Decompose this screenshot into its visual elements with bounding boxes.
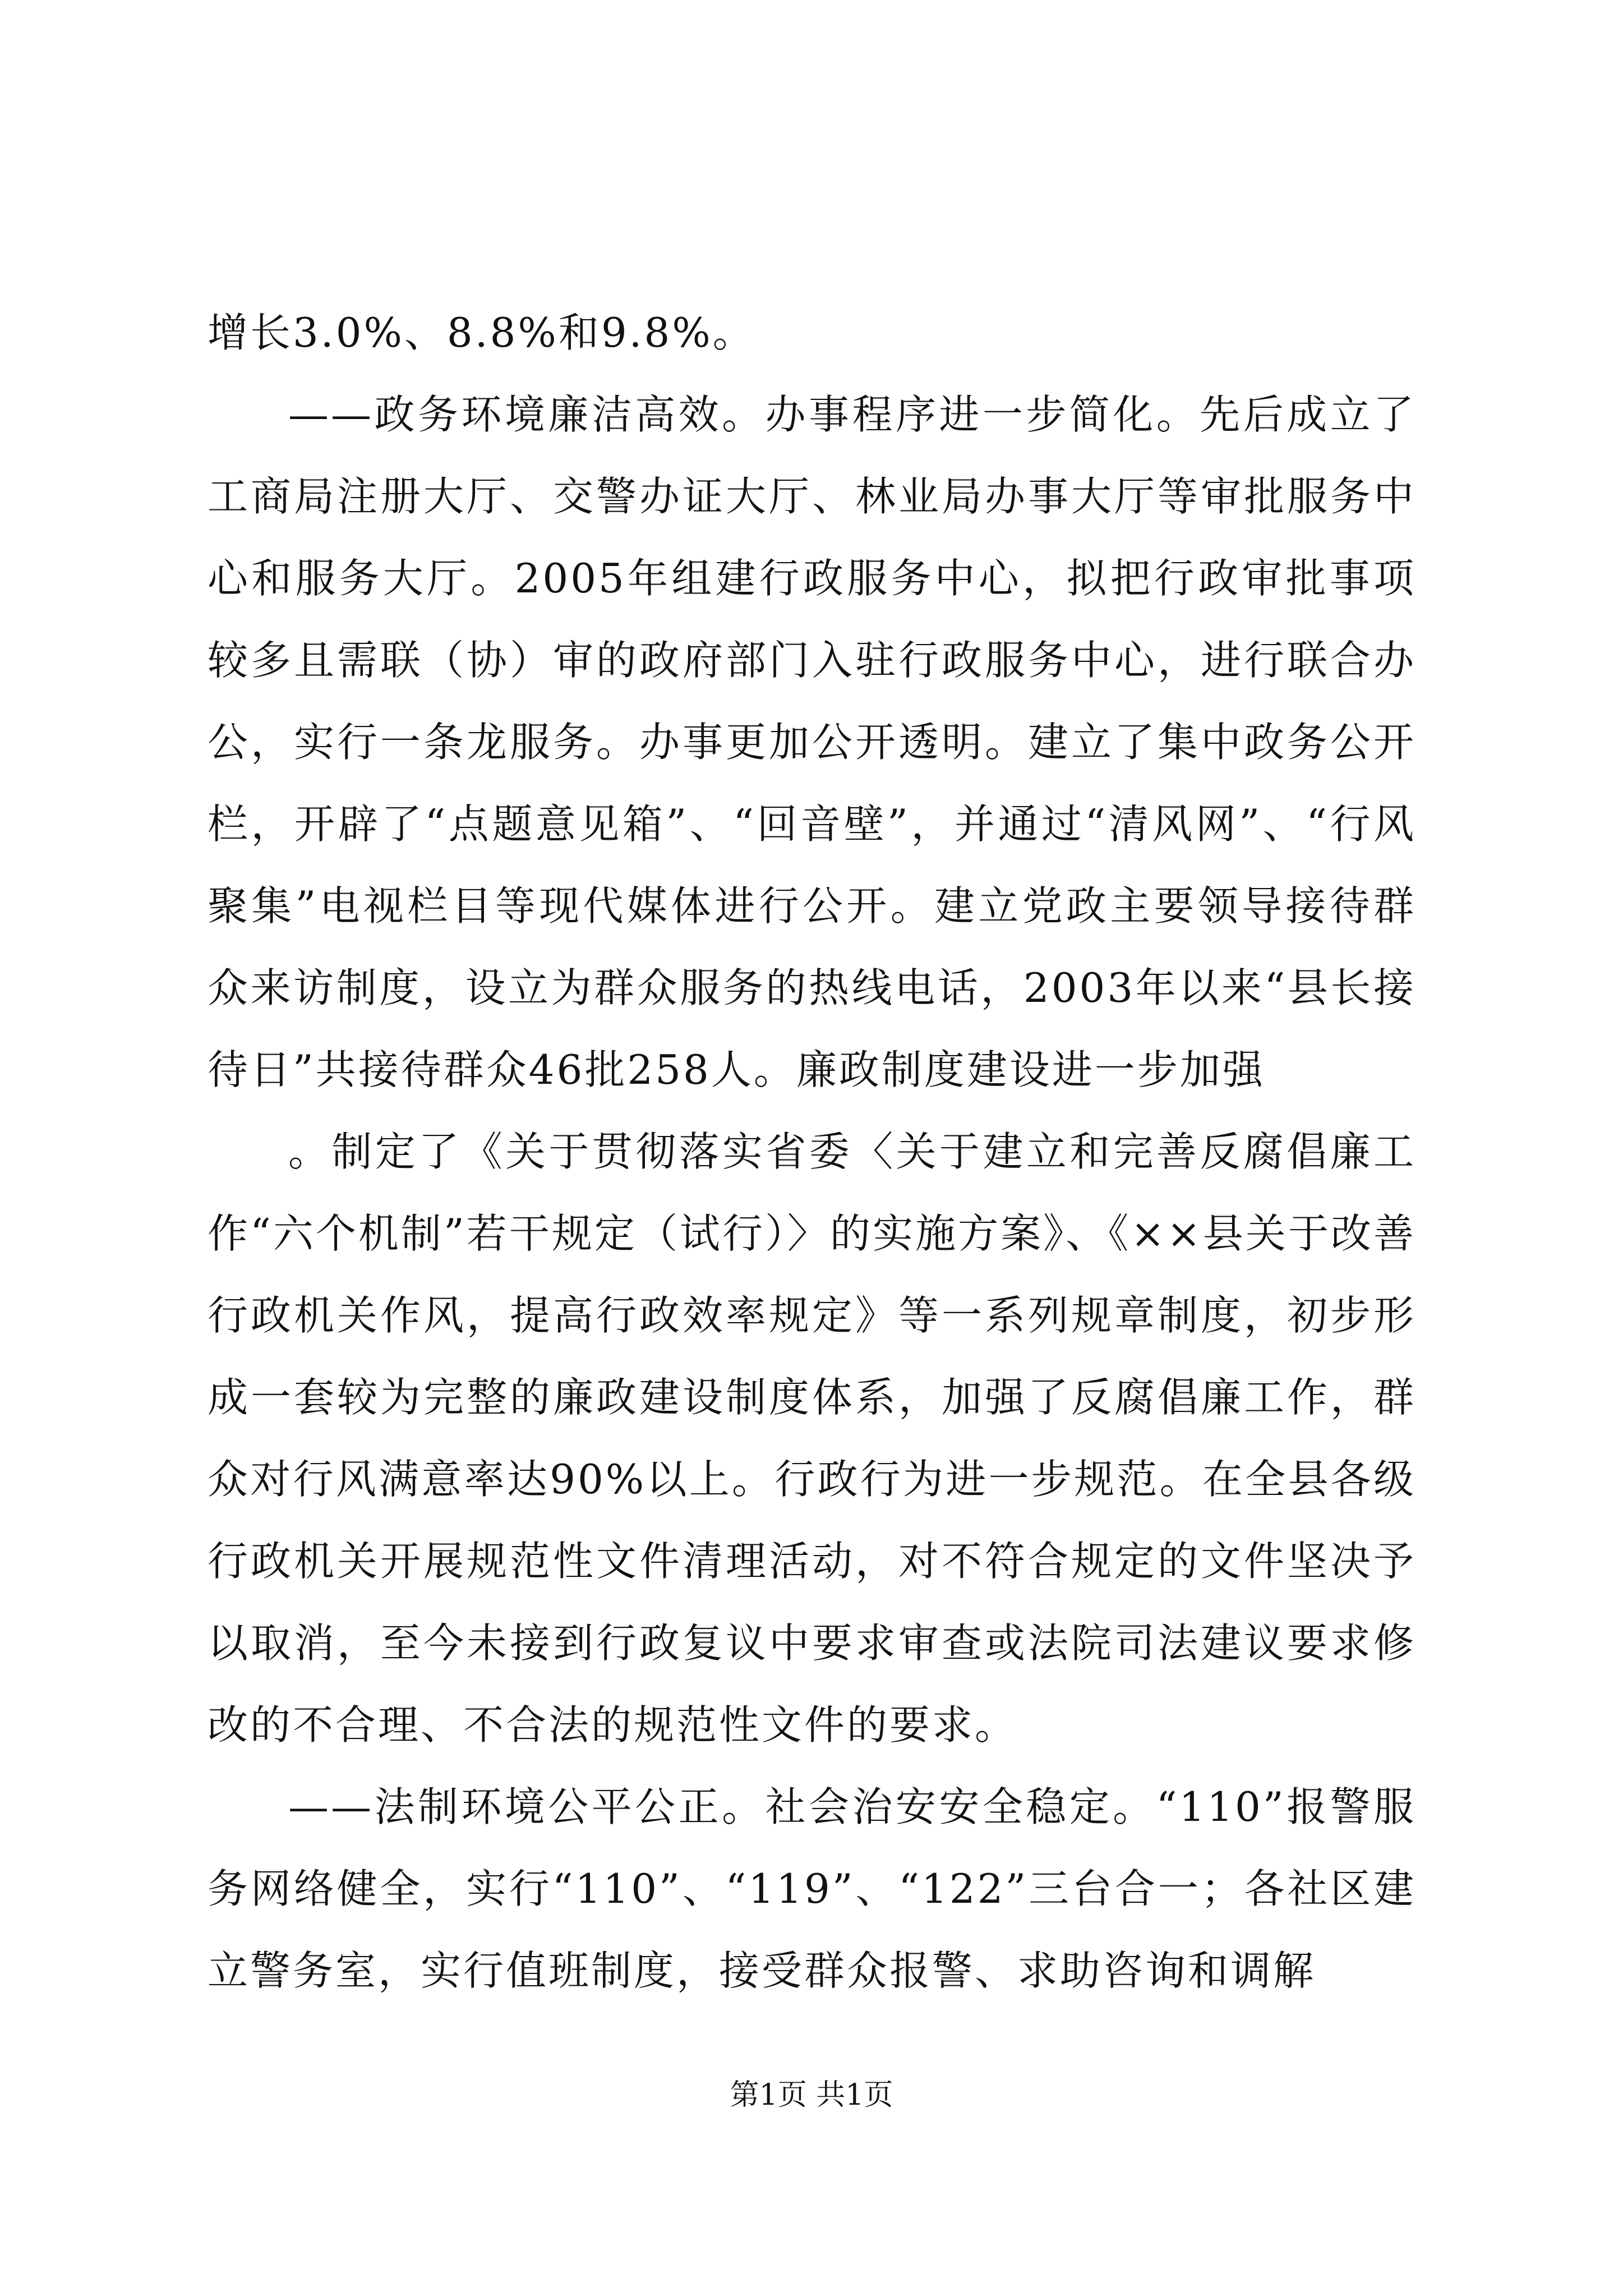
page-number-label: 第1页 共1页 <box>730 2078 893 2112</box>
paragraph-legal-environment: ——法制环境公平公正。社会治安安全稳定。“110”报警服务网络健全，实行“110”、“119”、“122”三台合一；各社区建立警务室，实行值班制度，接受群众报警、求助咨询和调解 <box>208 1783 1416 1994</box>
paragraph-government-environment: ——政务环境廉洁高效。办事程序进一步简化。先后成立了工商局注册大厅、交警办证大厅、林业局办事大厅等审批服务中心和服务大厅。2005年组建行政服务中心，拟把行政审批事项较多且需联（协）审的政府部门入驻行政服务中心，进行联合办公，实行一条龙服务。办事更加公开透明。建立了集中政务公开栏，开辟了“点题意见箱”、“回音壁”，并通过“清风网”、“行风聚集”电视栏目等现代媒体进行公开。建立党政主要领导接待群众来访制度，设立为群众服务的热线电话，2003年以来“县长接待日”共接待群众46批258人。廉政制度建设进一步加强 <box>208 391 1416 1093</box>
paragraph-anti-corruption-system: 。制定了《关于贯彻落实省委〈关于建立和完善反腐倡廉工作“六个机制”若干规定（试行）〉的实施方案》、《××县关于改善行政机关作风，提高行政效率规定》等一系列规章制度，初步形成一套较为完整的廉政建设制度体系，加强了反腐倡廉工作，群众对行风满意率达90%以上。行政行为进一步规范。在全县各级行政机关开展规范性文件清理活动，对不符合规定的文件坚决予以取消，至今未接到行政复议中要求审查或法院司法建议要求修改的不合理、不合法的规范性文件的要求。 <box>208 1128 1416 1749</box>
page-footer <box>0 2076 1623 2115</box>
paragraph-continuation: 增长3.0%、8.8%和9.8%。 <box>208 309 755 356</box>
document-body <box>208 292 1416 2012</box>
